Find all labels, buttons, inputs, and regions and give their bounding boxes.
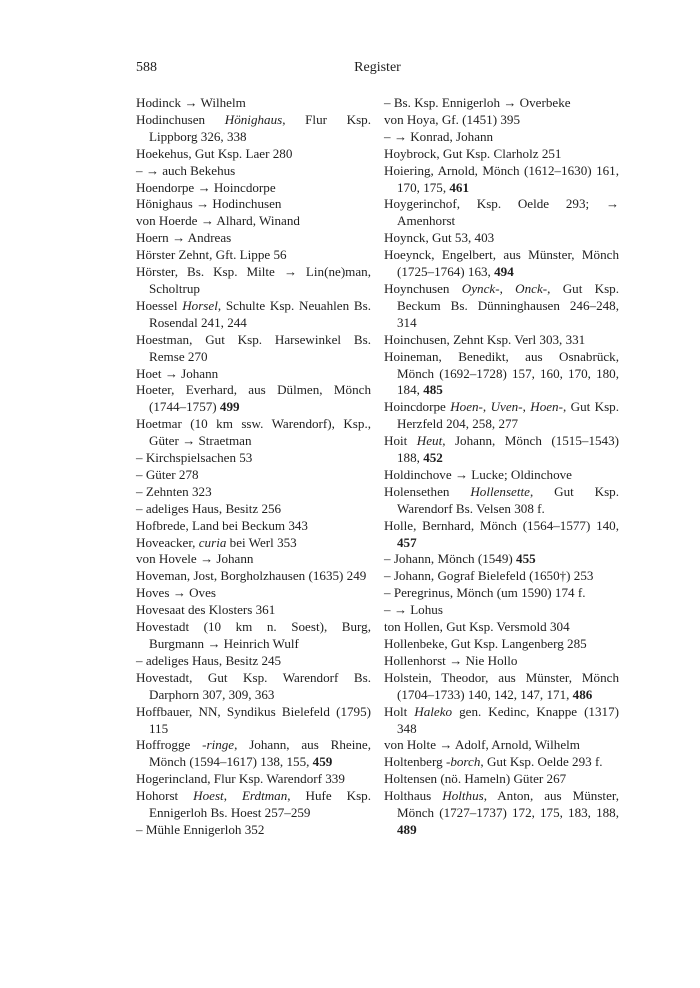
- index-entry: [384, 196, 619, 230]
- index-entry: [136, 653, 371, 670]
- index-entry: [384, 247, 619, 281]
- entry-text: von Holte → Adolf, Arnold, Wilhelm: [384, 737, 580, 753]
- entry-text: , Anton, aus Münster, Mönch (1727–1737) 172, 175, 183, 188,: [397, 788, 619, 821]
- index-entry: [136, 551, 371, 568]
- entry-text: Hoffbauer, NN, Syndikus Bielefeld (1795) 115: [136, 703, 371, 736]
- entry-text: Hoynchusen: [384, 280, 462, 296]
- entry-text: von Hovele → Johann: [136, 551, 254, 567]
- entry-main-page-number: 459: [312, 754, 333, 770]
- index-entry: [384, 568, 619, 585]
- index-entry: [384, 602, 619, 619]
- index-entry: [384, 670, 619, 704]
- entry-text: Hoineman, Benedikt, aus Osnabrück, Mönch (1692–1728) 157, 160, 170, 180, 184,: [384, 348, 619, 398]
- entry-variant-name: Holthus: [442, 788, 484, 804]
- entry-text: Hodinck → Wilhelm: [136, 95, 246, 110]
- entry-main-page-number: 461: [449, 179, 470, 195]
- entry-text: von Hoerde → Alhard, Winand: [136, 213, 300, 229]
- index-entry: [136, 196, 371, 213]
- index-entry: [136, 670, 371, 704]
- index-entry: [136, 704, 371, 738]
- index-entry: [384, 332, 619, 349]
- entry-text: Hovesaat des Klosters 361: [136, 602, 276, 618]
- index-entry: [136, 518, 371, 535]
- index-entry: [136, 264, 371, 298]
- index-entry: [136, 230, 371, 247]
- entry-variant-name: Hönighaus: [224, 111, 283, 127]
- entry-text: ,: [482, 399, 491, 415]
- index-entry: [136, 146, 371, 163]
- entry-text: – Zehnten 323: [136, 483, 212, 499]
- entry-variant-name: Horsel: [182, 297, 218, 313]
- index-entry: [136, 771, 371, 788]
- entry-text: Hovestadt, Gut Ksp. Warendorf Bs. Darphorn 307, 309, 363: [136, 669, 371, 702]
- index-entry: [384, 636, 619, 653]
- entry-text: Hogerincland, Flur Ksp. Warendorf 339: [136, 771, 345, 787]
- entry-variant-name: Haleko: [414, 703, 453, 719]
- entry-text: Hollenhorst → Nie Hollo: [384, 652, 518, 668]
- index-column-right: [384, 95, 619, 839]
- entry-main-page-number: 452: [423, 450, 443, 466]
- index-entry: [384, 349, 619, 400]
- entry-text: Hoynck, Gut 53, 403: [384, 230, 495, 246]
- entry-text: – → Konrad, Johann: [384, 128, 494, 144]
- entry-text: bei Werl 353: [226, 534, 297, 550]
- index-entry: [136, 484, 371, 501]
- index-entry: [136, 298, 371, 332]
- entry-text: Hönighaus → Hodinchusen: [136, 196, 282, 212]
- entry-text: Hoit: [384, 433, 417, 449]
- entry-text: Hoveman, Jost, Borgholzhausen (1635) 249: [136, 568, 367, 584]
- entry-text: Hoekehus, Gut Ksp. Laer 280: [136, 145, 293, 161]
- entry-text: , Johann, Mönch (1515–1543) 188,: [397, 433, 619, 466]
- entry-text: Hoincdorpe: [384, 399, 451, 415]
- entry-text: , Schulte Ksp. Neuahlen Bs. Rosendal 241, 244: [149, 297, 371, 330]
- entry-variant-name: Uven-: [490, 399, 523, 415]
- entry-text: Hoestman, Gut Ksp. Harsewinkel Bs. Remse 270: [136, 331, 371, 364]
- entry-text: Holensethen: [384, 483, 471, 499]
- entry-text: – Johann, Gograf Bielefeld (1650†) 253: [384, 568, 594, 584]
- entry-text: Hörster, Bs. Ksp. Milte → Lin(ne)man, Scholtrup: [136, 264, 371, 296]
- entry-text: , Hufe Ksp. Ennigerloh Bs. Hoest 257–259: [149, 788, 371, 821]
- entry-variant-name: Heut: [416, 433, 443, 449]
- entry-text: Hofbrede, Land bei Beckum 343: [136, 517, 308, 533]
- entry-main-page-number: 485: [423, 382, 443, 398]
- entry-text: Holthaus: [384, 788, 443, 804]
- page-header: [136, 60, 619, 80]
- entry-text: , Johann, aus Rheine, Mönch (1594–1617) 138, 155,: [149, 737, 371, 770]
- index-entry: [384, 230, 619, 247]
- page-number: 588: [136, 60, 157, 75]
- index-entry: [384, 95, 619, 112]
- index-entry: [136, 95, 371, 112]
- entry-main-page-number: 486: [572, 686, 593, 702]
- index-entry: [384, 619, 619, 636]
- entry-text: Hoet → Johann: [136, 365, 219, 381]
- entry-text: Hovestadt (10 km n. Soest), Burg, Burgmann → Heinrich Wulf: [136, 619, 371, 651]
- entry-variant-name: Hoen-: [450, 399, 483, 415]
- entry-variant-name: Oynck-: [461, 280, 500, 296]
- entry-text: Holtensen (nö. Hameln) Güter 267: [384, 771, 567, 787]
- entry-text: Hollenbeke, Gut Ksp. Langenberg 285: [384, 636, 587, 651]
- entry-variant-name: Onck-: [515, 280, 548, 296]
- entry-text: , Flur Ksp. Lippborg 326, 338: [149, 111, 371, 144]
- index-entry: [136, 585, 371, 602]
- entry-text: Hoeter, Everhard, aus Dülmen, Mönch (1744–1757): [136, 382, 371, 415]
- entry-main-page-number: 455: [516, 551, 536, 567]
- index-entry: [384, 551, 619, 568]
- entry-text: , Gut Ksp. Herzfeld 204, 258, 277: [397, 399, 620, 432]
- entry-text: Hoygerinchof, Ksp. Oelde 293; → Amenhorst: [384, 196, 619, 229]
- entry-text: Hohorst: [136, 788, 194, 804]
- index-entry: [384, 281, 619, 332]
- index-entry: [136, 602, 371, 619]
- index-entry: [384, 467, 619, 484]
- entry-text: Holle, Bernhard, Mönch (1564–1577) 140,: [384, 517, 619, 533]
- entry-text: Hoetmar (10 km ssw. Warendorf), Ksp., Güter → Straetman: [136, 416, 371, 449]
- index-entry: [136, 619, 371, 653]
- index-entry: [136, 535, 371, 552]
- entry-variant-name: Hoest: [193, 788, 224, 804]
- entry-text: Hoybrock, Gut Ksp. Clarholz 251: [384, 145, 562, 161]
- index-entry: [136, 382, 371, 416]
- index-entry: [136, 180, 371, 197]
- entry-variant-name: Erdtman: [241, 788, 288, 804]
- index-entry: [136, 163, 371, 180]
- index-entry: [384, 653, 619, 670]
- entry-main-page-number: 499: [219, 399, 240, 415]
- entry-text: Holdinchove → Lucke; Oldinchove: [384, 466, 572, 482]
- entry-text: Hoinchusen, Zehnt Ksp. Verl 303, 331: [384, 331, 586, 347]
- index-entry: [384, 433, 619, 467]
- entry-text: , Gut Ksp. Oelde 293 f.: [480, 754, 603, 770]
- entry-variant-name: Hollensette: [470, 483, 530, 499]
- index-entry: [384, 163, 619, 197]
- index-entry: [384, 399, 619, 433]
- entry-text: – → auch Bekehus: [136, 162, 236, 178]
- entry-text: – Johann, Mönch (1549): [384, 551, 517, 567]
- entry-text: Hoffrogge: [136, 737, 203, 753]
- entry-text: – adeliges Haus, Besitz 245: [136, 652, 282, 668]
- entry-text: Hoessel: [136, 297, 183, 313]
- running-title: Register: [354, 60, 401, 75]
- entry-text: ,: [499, 280, 516, 296]
- entry-text: , Gut Ksp. Warendorf Bs. Velsen 308 f.: [397, 483, 619, 516]
- entry-text: – Peregrinus, Mönch (um 1590) 174 f.: [384, 585, 586, 601]
- index-entry: [136, 568, 371, 585]
- entry-text: – Mühle Ennigerloh 352: [136, 821, 265, 837]
- index-entry: [136, 332, 371, 366]
- index-entry: [384, 585, 619, 602]
- entry-text: Holstein, Theodor, aus Münster, Mönch (1704–1733) 140, 142, 147, 171,: [384, 669, 619, 702]
- entry-text: – adeliges Haus, Besitz 256: [136, 500, 282, 516]
- index-entry: [384, 484, 619, 518]
- entry-text: Holtenberg: [384, 754, 446, 770]
- index-entry: [384, 518, 619, 552]
- index-entry: [136, 822, 371, 839]
- entry-text: – Kirchspielsachen 53: [136, 450, 253, 466]
- index-entry: [136, 247, 371, 264]
- index-entry: [136, 737, 371, 771]
- entry-text: Hörster Zehnt, Gft. Lippe 56: [136, 247, 287, 263]
- index-entry: [136, 467, 371, 484]
- index-entry: [136, 112, 371, 146]
- entry-text: – Güter 278: [136, 466, 199, 482]
- entry-main-page-number: 494: [494, 264, 514, 280]
- entry-text: – Bs. Ksp. Ennigerloh → Overbeke: [384, 95, 571, 110]
- entry-variant-name: curia: [198, 534, 227, 550]
- index-entry: [136, 416, 371, 450]
- index-entry: [384, 704, 619, 738]
- entry-text: Hoveacker,: [136, 534, 199, 550]
- entry-text: Hoves → Oves: [136, 585, 217, 601]
- entry-main-page-number: 457: [397, 534, 417, 550]
- index-entry: [136, 501, 371, 518]
- entry-text: Hoeynck, Engelbert, aus Münster, Mönch (1725–1764) 163,: [384, 247, 619, 280]
- entry-variant-name: -ringe: [202, 737, 235, 753]
- entry-text: Hoiering, Arnold, Mönch (1612–1630) 161, 170, 175,: [384, 162, 619, 195]
- entry-text: ton Hollen, Gut Ksp. Versmold 304: [384, 619, 570, 635]
- index-entry: [136, 450, 371, 467]
- index-entry: [136, 788, 371, 822]
- index-entry: [384, 737, 619, 754]
- entry-text: ,: [223, 788, 242, 804]
- entry-variant-name: Hoen-: [530, 399, 563, 415]
- entry-text: Holt: [384, 703, 415, 719]
- index-entry: [384, 754, 619, 771]
- entry-text: Hodinchusen: [136, 111, 225, 127]
- entry-variant-name: -borch: [445, 754, 481, 770]
- index-entry: [384, 146, 619, 163]
- index-entry: [384, 129, 619, 146]
- entry-text: , Gut Ksp. Beckum Bs. Dünninghausen 246–248, 314: [397, 280, 619, 330]
- index-entry: [136, 213, 371, 230]
- index-column-left: [136, 95, 371, 839]
- index-entry: [384, 112, 619, 129]
- entry-text: – → Lohus: [384, 602, 443, 618]
- entry-text: Hoendorpe → Hoincdorpe: [136, 179, 276, 195]
- entry-main-page-number: 489: [397, 821, 417, 837]
- index-entry: [384, 788, 619, 839]
- entry-text: Hoern → Andreas: [136, 230, 232, 246]
- index-entry: [136, 366, 371, 383]
- entry-text: von Hoya, Gf. (1451) 395: [384, 111, 521, 127]
- entry-text: ,: [522, 399, 531, 415]
- index-entry: [384, 771, 619, 788]
- entry-text: gen. Kedinc, Knappe (1317) 348: [397, 703, 619, 736]
